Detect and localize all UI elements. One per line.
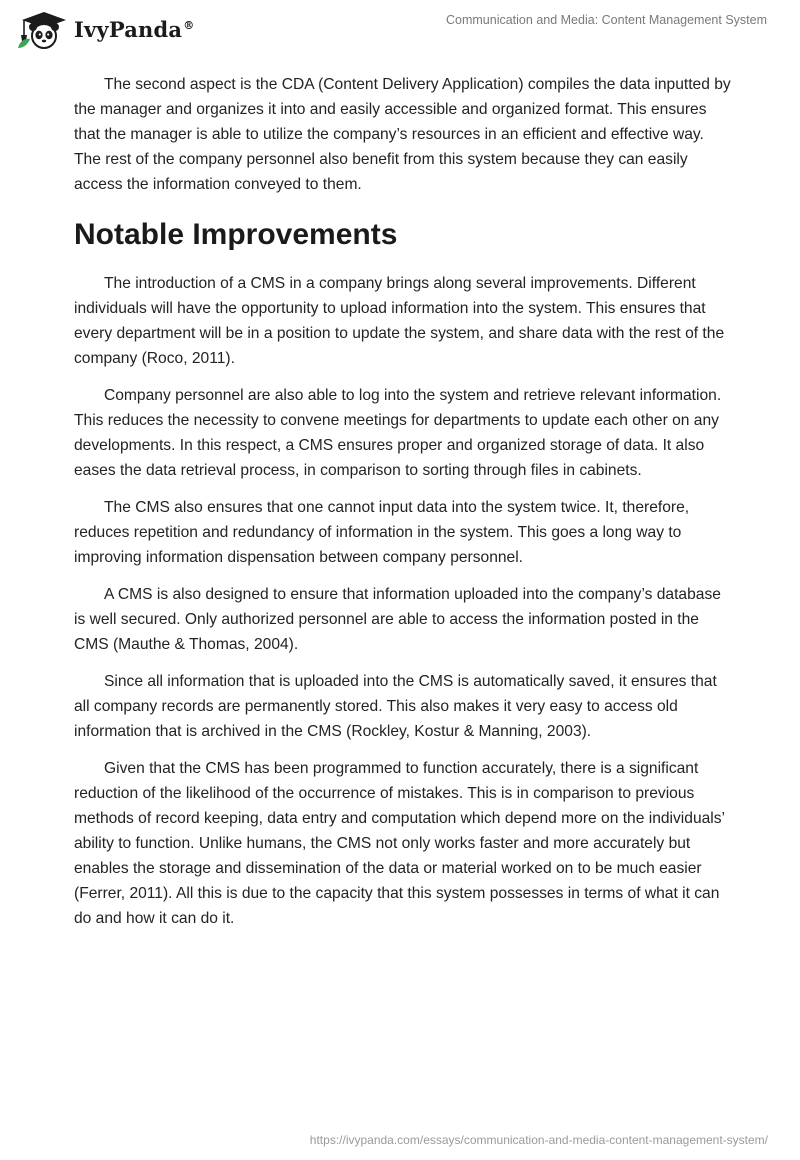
source-url[interactable]: https://ivypanda.com/essays/communication-and-media-content-management-system/ xyxy=(309,1133,768,1147)
paragraph: Company personnel are also able to log into the system and retrieve relevant information. This reduces the necessity to convene meetings for departments to update each other on any developments. In this respect, a CMS ensures proper and organized storage of data. It also eases the data retrieval process, in comparison to sorting through files in cabinets. xyxy=(74,387,722,479)
paragraph: The CMS also ensures that one cannot input data into the system twice. It, therefore, reduces repetition and redundancy of information in the system. This goes a long way to improving information dispensation between company personnel. xyxy=(74,499,690,566)
page-header xyxy=(0,0,800,64)
brand-name: IvyPanda® xyxy=(74,16,195,42)
document-title: Communication and Media: Content Management System xyxy=(446,13,767,27)
paragraph: A CMS is also designed to ensure that information uploaded into the company’s database is well secured. Only authorized personnel are able to access the information posted in the CMS (Mauthe & Thomas, 2004). xyxy=(74,586,721,653)
intro-paragraph: The second aspect is the CDA (Content Delivery Application) compiles the data inputted by the manager and organizes it into and easily accessible and organized format. This ensures that the manager is able to utilize the company’s resources in an efficient and effective way. The rest of the company personnel also benefit from this system because they can easily access the information conveyed to them. xyxy=(74,76,731,193)
paragraph: Since all information that is uploaded into the CMS is automatically saved, it ensures that all company records are permanently stored. This also makes it very easy to access old information that is archived in the CMS (Rockley, Kostur & Manning, 2003). xyxy=(74,673,717,740)
article-body xyxy=(74,72,734,943)
brand-logo[interactable] xyxy=(14,10,194,50)
section-heading: Notable Improvements xyxy=(74,218,398,251)
paragraph: Given that the CMS has been programmed to function accurately, there is a significant reduction of the likelihood of the occurrence of mistakes. This is in comparison to previous methods of record keeping, data entry and computation which depend more on the individuals’ ability to function. Unlike humans, the CMS not only works faster and more accurately but enables the storage and dissemination of the data or material worked on to be much easier (Ferrer, 2011). All this is due to the capacity that this system possesses in terms of what it can do and how it can do it. xyxy=(74,760,725,927)
paragraph: The introduction of a CMS in a company brings along several improvements. Different individuals will have the opportunity to upload information into the system. This ensures that every department will be in a position to update the system, and share data with the rest of the company (Roco, 2011). xyxy=(74,275,725,367)
panda-graduation-cap-icon xyxy=(14,10,72,50)
